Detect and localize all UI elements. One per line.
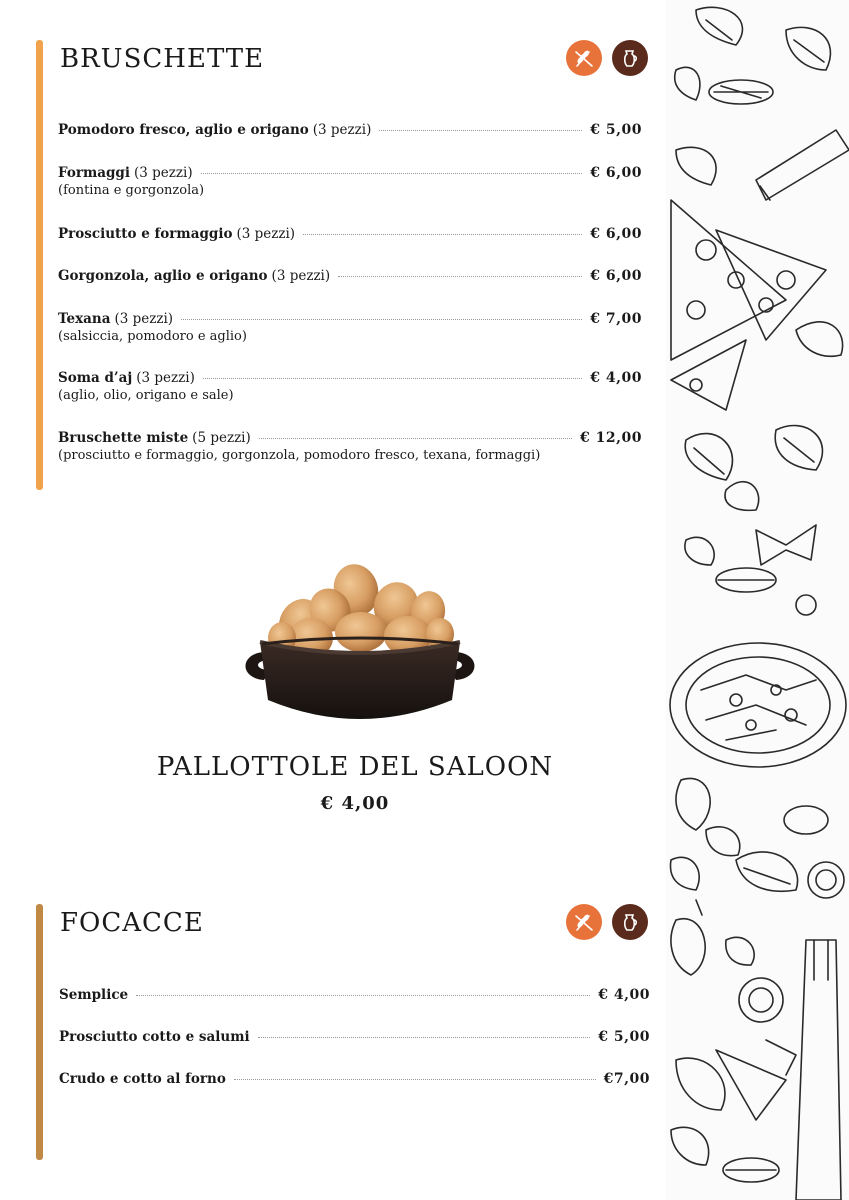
leader-dots	[258, 1037, 591, 1038]
item-price: €7,00	[603, 1071, 650, 1087]
menu-item	[58, 430, 642, 463]
item-qty: (5 pezzi)	[192, 430, 251, 446]
leader-dots	[201, 173, 583, 174]
allergen-badges	[566, 40, 648, 76]
item-qty: (3 pezzi)	[114, 311, 174, 327]
item-name: Crudo e cotto al forno	[59, 1071, 226, 1087]
section-title-focacce: FOCACCE	[60, 908, 204, 938]
menu-item	[58, 268, 642, 284]
item-qty: (3 pezzi)	[136, 370, 195, 386]
item-qty: (3 pezzi)	[312, 122, 372, 138]
item-price: € 5,00	[590, 122, 642, 138]
wheat-icon	[566, 40, 602, 76]
feature-title: PALLOTTOLE DEL SALOON	[156, 752, 554, 782]
menu-item	[59, 987, 650, 1003]
food-sketch-illustration	[666, 0, 849, 1200]
menu-item	[59, 1071, 650, 1087]
item-name: Formaggi	[58, 165, 131, 181]
item-price: € 6,00	[590, 226, 642, 242]
item-qty: (3 pezzi)	[134, 165, 193, 181]
item-price: € 6,00	[590, 268, 642, 284]
section-accent-bar	[36, 40, 43, 490]
item-name: Prosciutto cotto e salumi	[59, 1029, 250, 1045]
jug-icon	[612, 904, 648, 940]
leader-dots	[259, 438, 572, 439]
menu-item	[58, 122, 642, 138]
item-name: Gorgonzola, aglio e origano	[58, 268, 268, 284]
item-name: Prosciutto e formaggio	[58, 226, 233, 242]
leader-dots	[303, 234, 582, 235]
item-name: Pomodoro fresco, aglio e origano	[58, 122, 309, 138]
pallottole-bowl-image	[236, 560, 484, 735]
leader-dots	[379, 130, 582, 131]
section-title-bruschette: BRUSCHETTE	[60, 44, 265, 74]
item-price: € 5,00	[598, 1029, 650, 1045]
item-price: € 7,00	[590, 311, 642, 327]
item-description: (prosciutto e formaggio, gorgonzola, pomodoro fresco, texana, formaggi)	[58, 448, 541, 463]
item-price: € 4,00	[590, 370, 642, 386]
item-price: € 4,00	[598, 987, 650, 1003]
item-name: Semplice	[59, 987, 129, 1003]
item-name: Soma d’aj	[58, 370, 133, 386]
leader-dots	[181, 319, 582, 320]
item-price: € 12,00	[580, 430, 642, 446]
item-description: (salsiccia, pomodoro e aglio)	[58, 329, 247, 344]
item-name: Texana	[58, 311, 111, 327]
menu-item	[58, 165, 642, 198]
leader-dots	[338, 276, 582, 277]
menu-item	[58, 311, 642, 344]
leader-dots	[234, 1079, 596, 1080]
section-accent-bar	[36, 904, 43, 1160]
item-description: (aglio, olio, origano e sale)	[58, 388, 234, 403]
item-qty: (3 pezzi)	[236, 226, 296, 242]
allergen-badges	[566, 904, 648, 940]
jug-icon	[612, 40, 648, 76]
item-qty: (3 pezzi)	[271, 268, 331, 284]
leader-dots	[136, 995, 590, 996]
item-price: € 6,00	[590, 165, 642, 181]
menu-item	[59, 1029, 650, 1045]
item-description: (fontina e gorgonzola)	[58, 183, 205, 198]
feature-price: € 4,00	[320, 793, 390, 814]
wheat-icon	[566, 904, 602, 940]
menu-item	[58, 370, 642, 403]
item-name: Bruschette miste	[58, 430, 189, 446]
leader-dots	[203, 378, 582, 379]
menu-item	[58, 226, 642, 242]
